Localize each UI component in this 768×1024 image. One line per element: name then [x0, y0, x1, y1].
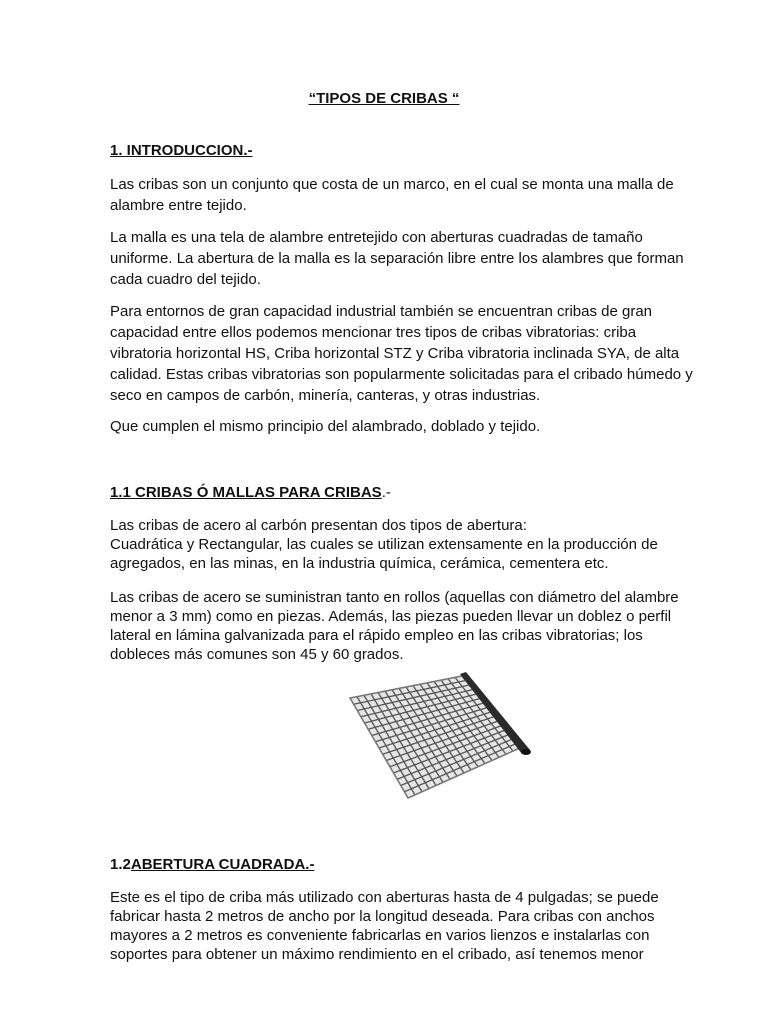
text-line: menor a 3 mm) como en piezas. Además, las piezas pueden llevar un doblez o perfil — [110, 608, 672, 625]
text-line: Que cumplen el mismo principio del alambrado, doblado y tejido. — [110, 418, 541, 435]
paragraph-abertura-1 — [110, 888, 710, 964]
text-line: Este es el tipo de criba más utilizado con aberturas hasta de 4 pulgadas; se puede — [110, 889, 659, 906]
text-line: cada cuadro del tejido. — [110, 271, 261, 288]
paragraph-intro-2 — [110, 227, 710, 290]
text-line: Las cribas de acero al carbón presentan dos tipos de abertura: — [110, 517, 527, 534]
text-line: mayores a 2 metros es conveniente fabricarlas en varios lienzos e instalarlas con — [110, 927, 650, 944]
text-line: capacidad entre ellos podemos mencionar tres tipos de cribas vibratorias: criba — [110, 324, 637, 341]
heading-text: 1.1 CRIBAS Ó MALLAS PARA CRIBAS — [110, 484, 382, 501]
section-heading-introduccion: 1. INTRODUCCION.- — [110, 142, 253, 159]
text-line: alambre entre tejido. — [110, 197, 247, 214]
text-line: Cuadrática y Rectangular, las cuales se utilizan extensamente en la producción de — [110, 536, 658, 553]
text-line: La malla es una tela de alambre entretejido con aberturas cuadradas de tamaño — [110, 229, 643, 246]
wire-mesh-roll-image — [342, 670, 532, 815]
document-title: “TIPOS DE CRIBAS “ — [308, 90, 460, 107]
text-line: Las cribas son un conjunto que costa de un marco, en el cual se monta una malla de — [110, 176, 674, 193]
paragraph-cribas-1 — [110, 516, 710, 573]
paragraph-cribas-2 — [110, 588, 710, 664]
paragraph-intro-1 — [110, 174, 710, 216]
text-line: fabricar hasta 2 metros de ancho por la longitud deseada. Para cribas con anchos — [110, 908, 655, 925]
text-line: dobleces más comunes son 45 y 60 grados. — [110, 646, 404, 663]
heading-text: ABERTURA CUADRADA.- — [130, 856, 315, 873]
paragraph-intro-4 — [110, 416, 710, 437]
text-line: Para entornos de gran capacidad industrial también se encuentran cribas de gran — [110, 303, 653, 320]
text-line: calidad. Estas cribas vibratorias son popularmente solicitadas para el cribado húmedo y — [110, 366, 693, 383]
text-line: uniforme. La abertura de la malla es la separación libre entre los alambres que forman — [110, 250, 684, 267]
text-line: lateral en lámina galvanizada para el rápido empleo en las cribas vibratorias; los — [110, 627, 643, 644]
text-line: vibratoria horizontal HS, Criba horizontal STZ y Criba vibratoria inclinada SYA, de alta — [110, 345, 680, 362]
section-heading-cribas-mallas — [110, 484, 391, 501]
heading-suffix: .- — [381, 484, 391, 501]
paragraph-intro-3 — [110, 301, 710, 406]
text-line: soportes para obtener un máximo rendimiento en el cribado, así tenemos menor — [110, 946, 644, 963]
text-line: agregados, en las minas, en la industria química, cerámica, cementera etc. — [110, 555, 609, 572]
text-line: seco en campos de carbón, minería, canteras, y otras industrias. — [110, 387, 541, 404]
heading-number: 1.2 — [110, 856, 131, 873]
text-line: Las cribas de acero se suministran tanto en rollos (aquellas con diámetro del alambre — [110, 589, 679, 606]
section-heading-abertura-cuadrada — [110, 856, 314, 873]
